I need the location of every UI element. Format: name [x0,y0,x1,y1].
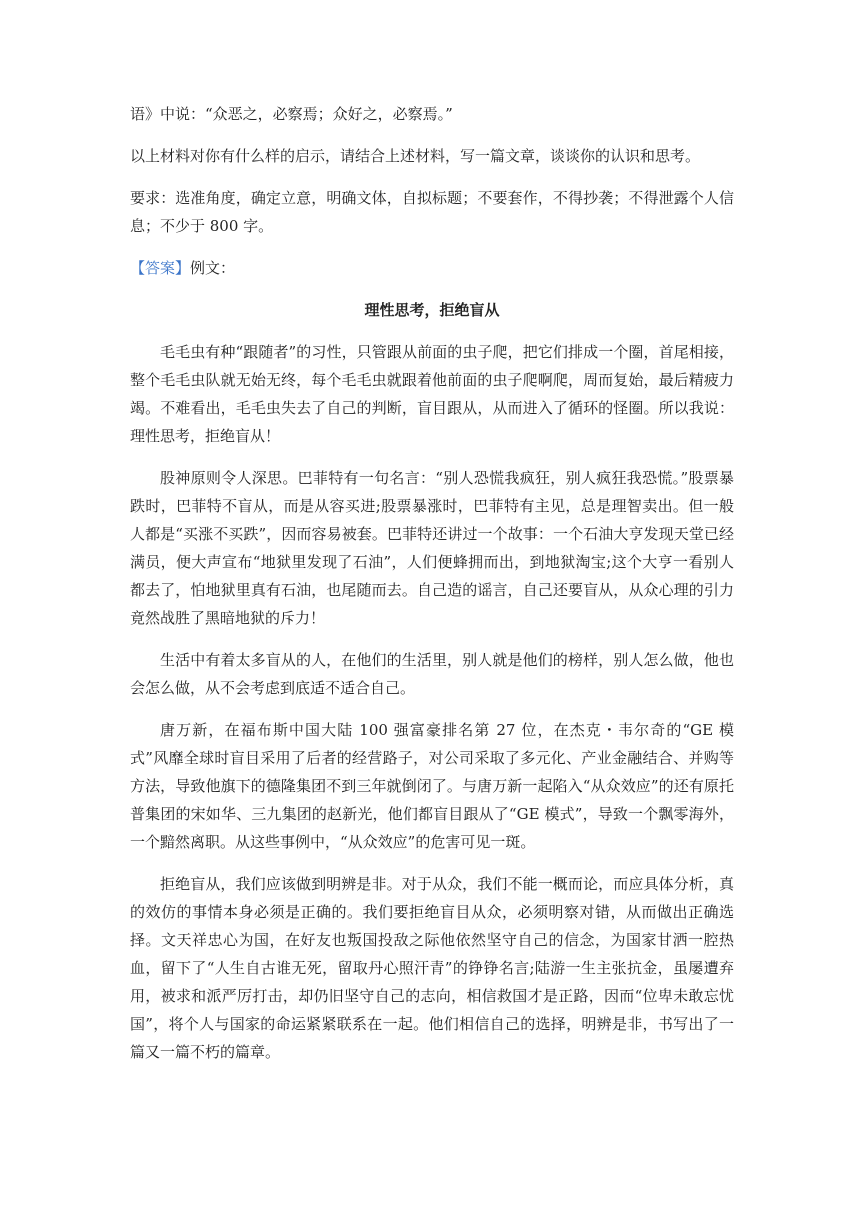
prompt-question: 以上材料对你有什么样的启示，请结合上述材料，写一篇文章，谈谈你的认识和思考。 [130,147,701,165]
essay-title: 理性思考，拒绝盲从 [364,301,500,319]
document-page [130,100,734,1080]
essay-paragraph-2: 股神原则令人深思。巴菲特有一句名言：“别人恐慌我疯狂，别人疯狂我恐慌。”股票暴跌时，巴菲特不盲从，而是从容买进;股票暴涨时，巴菲特有主见，总是理智卖出。但一般人都是“买涨不买跌”，因而容易被套。巴菲特还讲过一个故事：一个石油大亨发现天堂已经满员，便大声宣布“地狱里发现了石油”，人们便蜂拥而出，到地狱淘宝;这个大亨一看别人都去了，怕地狱里真有石油，也尾随而去。自己造的谣言，自己还要盲从，从众心理的引力竟然战胜了黑暗地狱的斥力！ [130,469,734,627]
essay-paragraph-5: 拒绝盲从，我们应该做到明辨是非。对于从众，我们不能一概而论，而应具体分析，真的效仿的事情本身必须是正确的。我们要拒绝盲目从众，必须明察对错，从而做出正确选择。文天祥忠心为国，在好友也叛国投敌之际他依然坚守自己的信念，为国家甘洒一腔热血，留下了“人生自古谁无死，留取丹心照汗青”的铮铮名言;陆游一生主张抗金，虽屡遭弃用，被求和派严厉打击，却仍旧坚守自己的志向，相信救国才是正路，因而“位卑未敢忘忧国”，将个人与国家的命运紧紧联系在一起。他们相信自己的选择，明辨是非，书写出了一篇又一篇不朽的篇章。 [130,875,734,1061]
prompt-quote-line: 语》中说：“众恶之，必察焉；众好之，必察焉。” [130,105,453,123]
answer-tag: 【答案】 [130,259,191,277]
essay-paragraph-3: 生活中有着太多盲从的人，在他们的生活里，别人就是他们的榜样，别人怎么做，他也会怎么做，从不会考虑到底适不适合自己。 [130,651,734,697]
answer-heading [130,254,734,282]
prompt-requirement: 要求：选准角度，确定立意，明确文体，自拟标题；不要套作，不得抄袭；不得泄露个人信息；不少于 800 字。 [130,189,734,235]
essay-paragraph-4: 唐万新，在福布斯中国大陆 100 强富豪排名第 27 位，在杰克・韦尔奇的“GE 模式”风靡全球时盲目采用了后者的经营路子，对公司采取了多元化、产业金融结合、并购等方法，导致他旗下的德隆集团不到三年就倒闭了。与唐万新一起陷入“从众效应”的还有原托普集团的宋如华、三九集团的赵新光，他们都盲目跟从了“GE 模式”，导致一个飘零海外，一个黯然离职。从这些事例中，“从众效应”的危害可见一斑。 [130,721,734,851]
answer-label: 例文： [190,259,236,277]
essay-paragraph-1: 毛毛虫有种“跟随者”的习性，只管跟从前面的虫子爬，把它们排成一个圈，首尾相接，整个毛毛虫队就无始无终，每个毛毛虫就跟着他前面的虫子爬啊爬，周而复始，最后精疲力竭。不难看出，毛毛虫失去了自己的判断，盲目跟从，从而进入了循环的怪圈。所以我说：理性思考，拒绝盲从！ [130,343,734,445]
